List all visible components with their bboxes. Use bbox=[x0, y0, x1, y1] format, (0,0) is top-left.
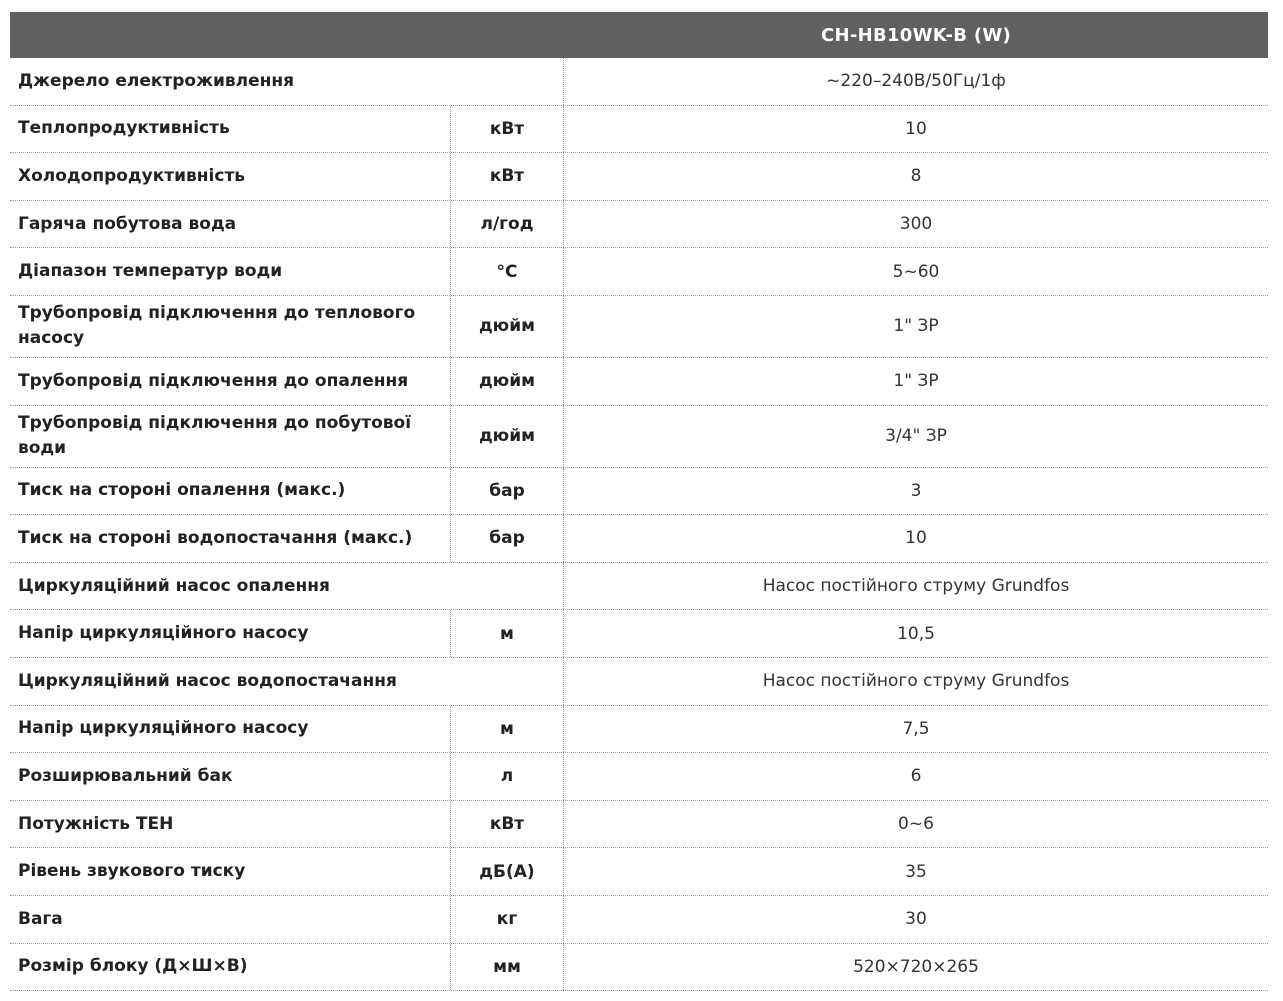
model-name: CH-HB10WK-B (W) bbox=[820, 24, 1012, 46]
spec-table bbox=[10, 12, 1268, 991]
param-name: Тиск на стороні водопостачання (макс.) bbox=[18, 527, 413, 548]
param-value: Насос постійного струму Grundfos bbox=[762, 576, 1070, 597]
param-name: Тиск на стороні опалення (макс.) bbox=[18, 480, 346, 501]
param-unit: м bbox=[450, 610, 564, 657]
table-row bbox=[10, 248, 1268, 296]
table-row bbox=[10, 658, 1268, 706]
param-unit: бар bbox=[450, 515, 564, 562]
param-unit: кг bbox=[450, 896, 564, 943]
param-unit: дюйм bbox=[450, 358, 564, 405]
table-row bbox=[10, 58, 1268, 106]
table-row bbox=[10, 358, 1268, 406]
param-unit: мм bbox=[450, 944, 564, 991]
table-row bbox=[10, 296, 1268, 358]
param-unit: л/год bbox=[450, 201, 564, 248]
param-value: 1" ЗР bbox=[893, 316, 939, 337]
table-header bbox=[10, 12, 1268, 58]
param-name: Діапазон температур води bbox=[18, 261, 283, 282]
table-row bbox=[10, 563, 1268, 611]
param-value: 6 bbox=[910, 766, 922, 787]
param-value: 0~6 bbox=[898, 814, 934, 835]
param-unit: кВт bbox=[450, 106, 564, 153]
param-name: Джерело електроживлення bbox=[10, 58, 564, 105]
table-row bbox=[10, 468, 1268, 516]
param-unit: °C bbox=[450, 248, 564, 295]
table-row bbox=[10, 406, 1268, 468]
table-row bbox=[10, 706, 1268, 754]
param-unit: кВт bbox=[450, 801, 564, 848]
param-unit: дюйм bbox=[450, 406, 564, 467]
param-name: Вага bbox=[18, 908, 63, 929]
param-value: 300 bbox=[899, 214, 933, 235]
table-row bbox=[10, 201, 1268, 249]
param-name: Трубопровід підключення до опалення bbox=[18, 370, 409, 391]
param-name: Циркуляційний насос опалення bbox=[10, 563, 564, 610]
param-value: 10,5 bbox=[897, 623, 935, 644]
param-value: 3/4" ЗР bbox=[885, 426, 947, 447]
param-value: 8 bbox=[910, 166, 922, 187]
table-row bbox=[10, 753, 1268, 801]
param-name: Холодопродуктивність bbox=[18, 165, 246, 186]
param-name: Трубопровід підключення до побутової води bbox=[18, 413, 412, 459]
table-row bbox=[10, 153, 1268, 201]
table-row bbox=[10, 801, 1268, 849]
param-name: Напір циркуляційного насосу bbox=[18, 718, 309, 739]
param-value: 1" ЗР bbox=[893, 371, 939, 392]
param-name: Розмір блоку (Д×Ш×В) bbox=[18, 956, 248, 977]
param-unit: дБ(А) bbox=[450, 848, 564, 895]
param-name: Розширювальний бак bbox=[18, 765, 233, 786]
table-body bbox=[10, 58, 1268, 991]
param-value: 520×720×265 bbox=[853, 956, 979, 977]
param-name: Рівень звукового тиску bbox=[18, 861, 246, 882]
table-row bbox=[10, 896, 1268, 944]
param-value: 10 bbox=[905, 528, 927, 549]
table-row bbox=[10, 106, 1268, 154]
param-name: Потужність ТЕН bbox=[18, 813, 174, 834]
param-unit: дюйм bbox=[450, 296, 564, 357]
table-row bbox=[10, 848, 1268, 896]
param-unit: кВт bbox=[450, 153, 564, 200]
param-name: Циркуляційний насос водопостачання bbox=[10, 658, 564, 705]
param-value: 5~60 bbox=[892, 261, 940, 282]
param-value: 10 bbox=[905, 118, 927, 139]
param-name: Трубопровід підключення до теплового насосу bbox=[18, 303, 416, 349]
param-name: Теплопродуктивність bbox=[18, 118, 230, 139]
param-unit: м bbox=[450, 706, 564, 753]
param-value: 35 bbox=[905, 861, 927, 882]
param-name: Гаряча побутова вода bbox=[18, 213, 237, 234]
table-row bbox=[10, 610, 1268, 658]
param-unit: бар bbox=[450, 468, 564, 515]
param-value: ~220–240В/50Гц/1ф bbox=[826, 71, 1006, 92]
param-value: 30 bbox=[905, 909, 927, 930]
table-row bbox=[10, 944, 1268, 992]
param-value: 7,5 bbox=[902, 718, 930, 739]
param-name: Напір циркуляційного насосу bbox=[18, 623, 309, 644]
param-unit: л bbox=[450, 753, 564, 800]
param-value: 3 bbox=[910, 480, 922, 501]
param-value: Насос постійного струму Grundfos bbox=[762, 671, 1070, 692]
table-row bbox=[10, 515, 1268, 563]
